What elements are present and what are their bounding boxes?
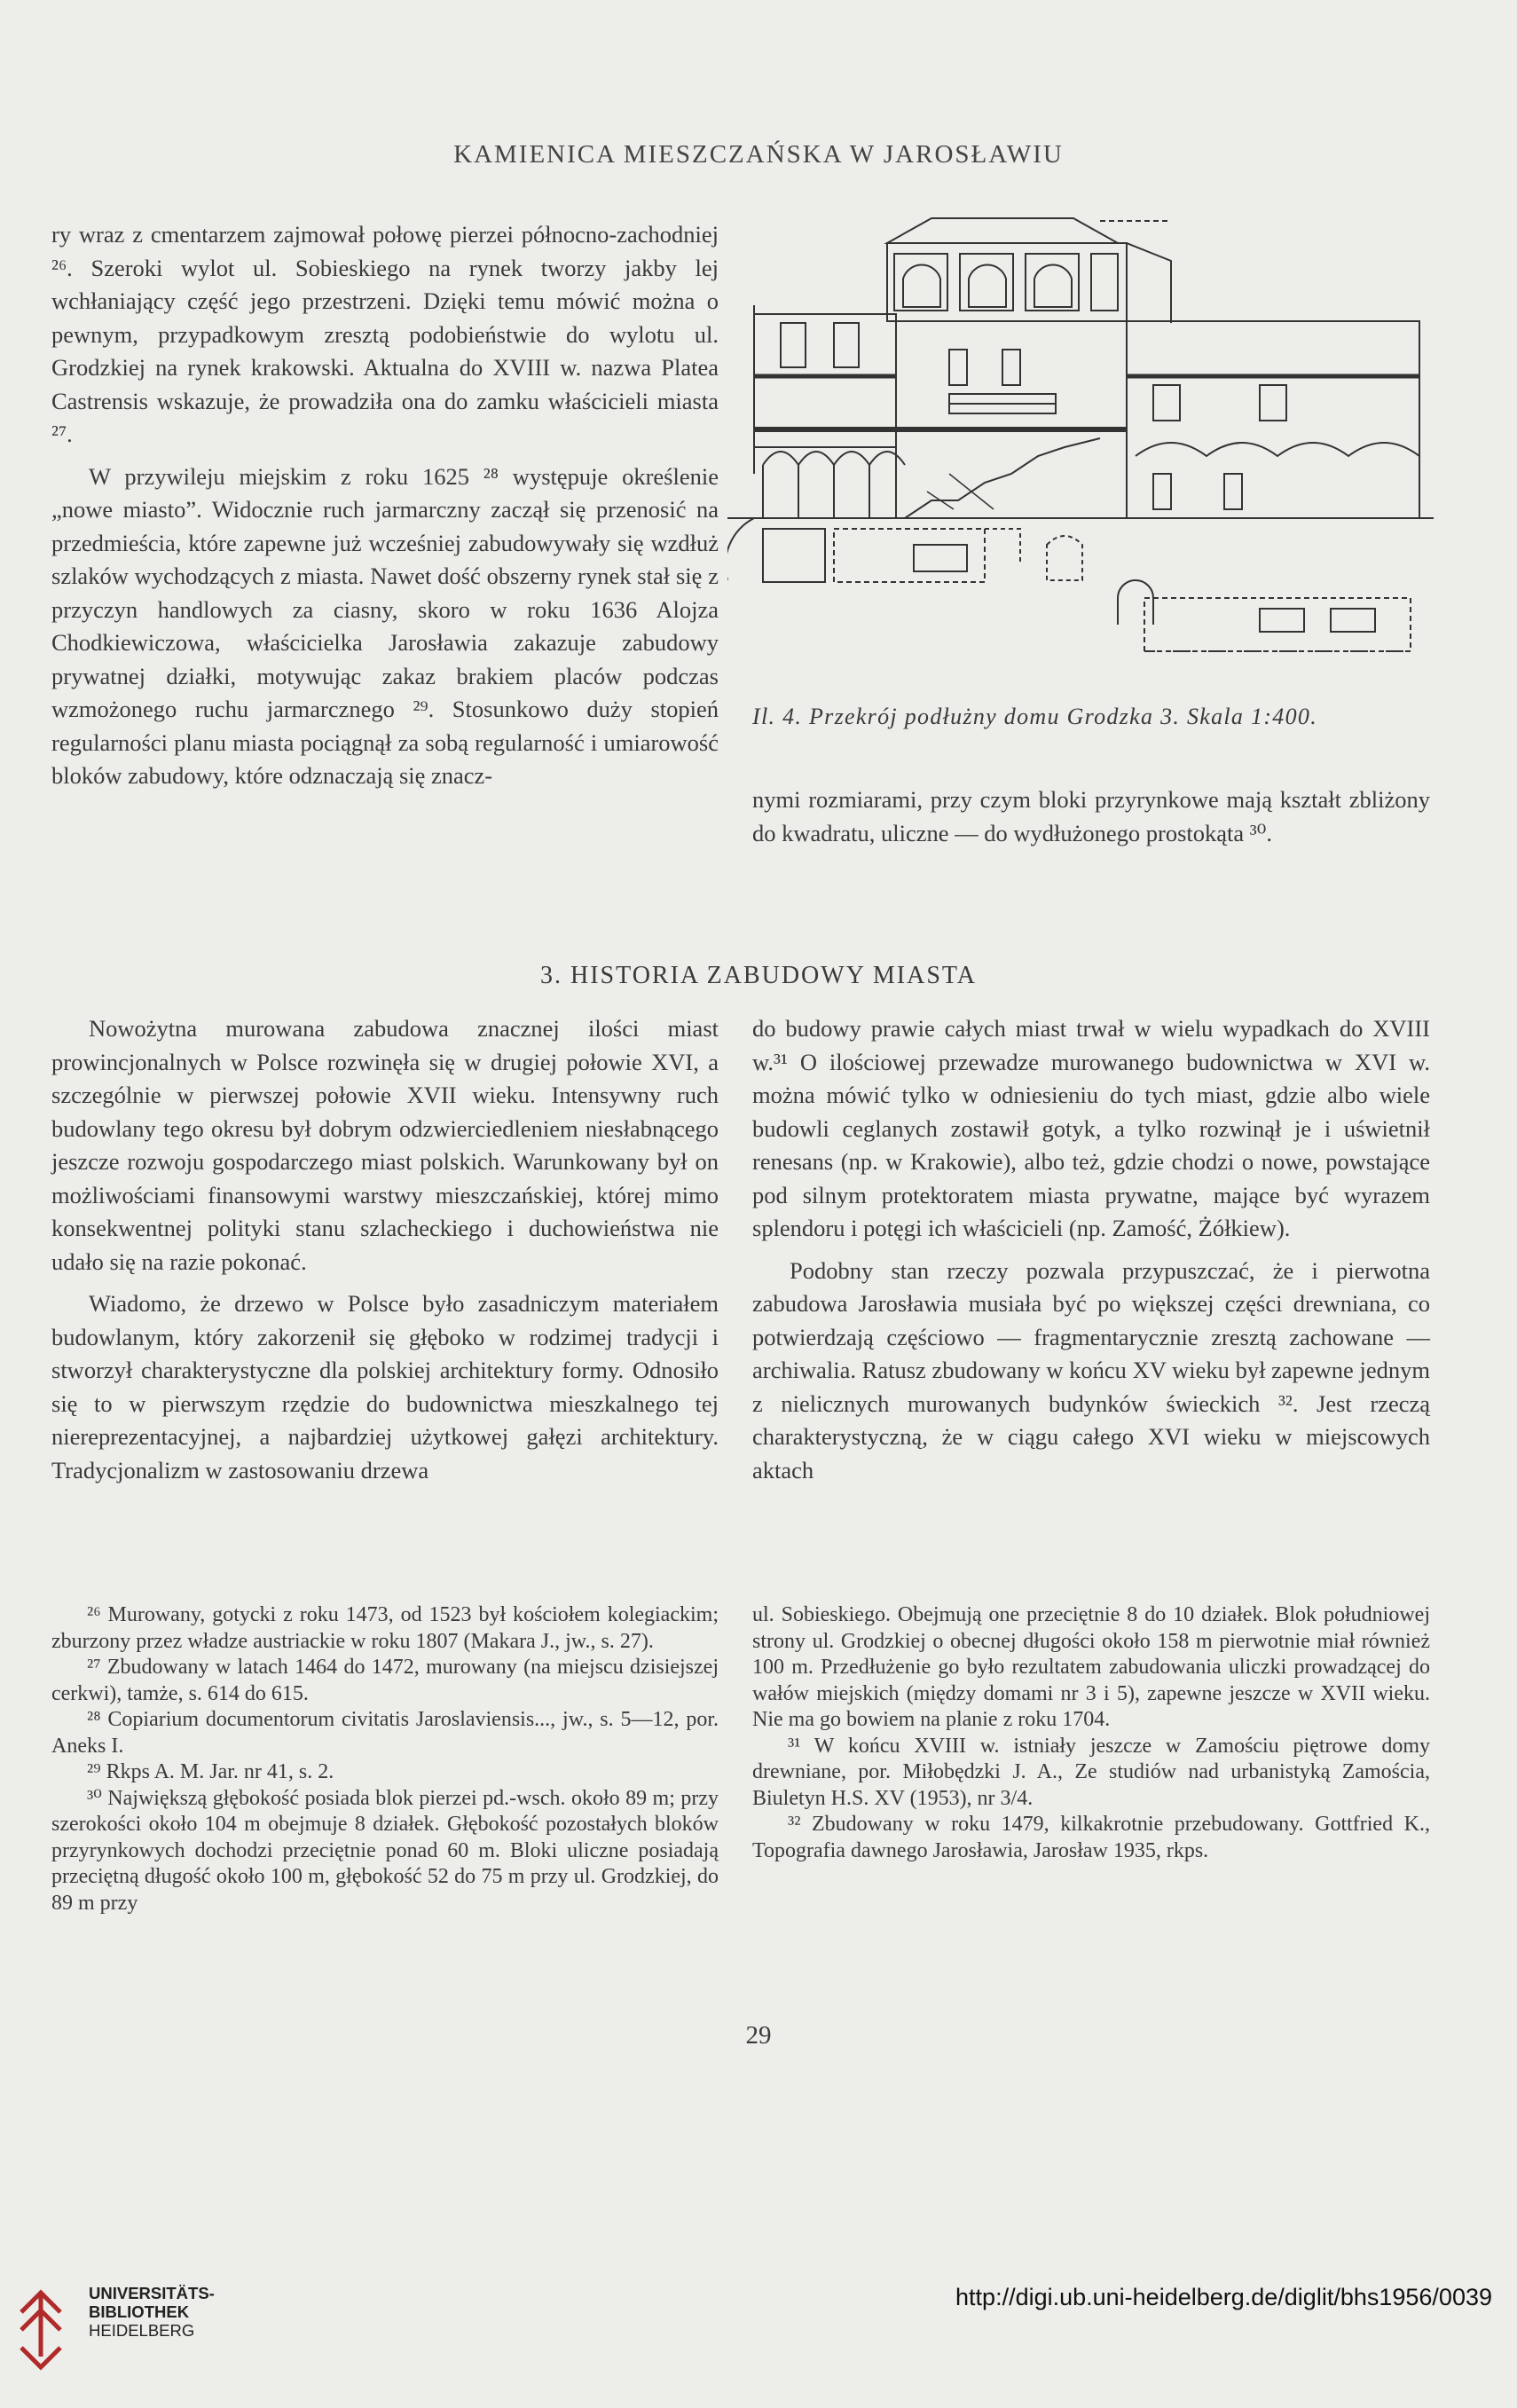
footer-bar [0, 2243, 1517, 2408]
library-line: HEIDELBERG [89, 2321, 195, 2340]
ub-heidelberg-logo-icon [14, 2268, 76, 2383]
library-line: BIBLIOTHEK [89, 2302, 190, 2321]
page-number: 29 [745, 2021, 772, 2050]
top-right-column [752, 783, 1430, 850]
footnote: ²⁷ Zbudowany w latach 1464 do 1472, murowany (na miejscu dzisiejszej cerkwi), tamże, s. 614 do 615. [51, 1656, 719, 1705]
footnote: ²⁹ Rkps A. M. Jar. nr 41, s. 2. [87, 1760, 334, 1783]
library-line: UNIVERSITÄTS- [89, 2284, 215, 2302]
paragraph: ry wraz z cmentarzem zajmował połowę pierzei północno-zachodniej ²⁶. Szeroki wylot ul. Sobieskiego na rynek tworzy jakby lej wchłaniający część jego przestrzeni. Dzięki temu mówić można o pewnym, przypadkowym zresztą podobieństwie do wylotu ul. Grodzkiej na rynek krakowski. Aktualna do XVIII w. nazwa Platea Castrensis wskazuje, że prowadziła ona do zamku właścicieli miasta ²⁷. [51, 221, 719, 447]
footnotes-left [51, 1602, 719, 1916]
paragraph: do budowy prawie całych miast trwał w wielu wypadkach do XVIII w.³¹ O ilościowej przewadze murowanego budownictwa w XVI w. można mówić tylko w odniesieniu do tych miast, gdzie albo wiele budowli ceglanych zostawił gotyk, a tylko rozwinął je i uświetnił renesans (np. w Krakowie), albo też, gdzie chodzi o nowe, powstające pod silnym protektoratem miasta prywatne, mające być wyrazem splendoru i potęgi ich właścicieli (np. Zamość, Żółkiew). [752, 1015, 1430, 1241]
library-name [89, 2284, 215, 2340]
paragraph: Wiadomo, że drzewo w Polsce było zasadniczym materiałem budowlanym, który zakorzenił się głęboko w rodzimej tradycji i stworzył charakterystyczne dla polskiej architektury formy. Odnosiło się to w pierwszym rzędzie do budownictwa mieszkalnego tej niereprezentacyjnej, a najbardziej użytkowej gałęzi architektury. Tradycjonalizm w zastosowaniu drzewa [51, 1290, 719, 1483]
source-url-link[interactable]: http://digi.ub.uni-heidelberg.de/diglit/bhs1956/0039 [955, 2284, 1492, 2310]
paragraph: W przywileju miejskim z roku 1625 ²⁸ występuje określenie „nowe miasto”. Widocznie ruch jarmarczny zaczął się przenosić na przedmieścia, które zapewne już wcześniej zabudowywały się wzdłuż szlaków wychodzących z miasta. Nawet dość obszerny rynek stał się z przyczyn handlowych za ciasny, skoro w roku 1636 Alojza Chodkiewiczowa, właścicielka Jarosławia zakazuje zabudowy prywatnej działki, motywując zakaz brakiem placów podczas wzmożonego ruchu jarmarcznego ²⁹. Stosunkowo duży stopień regularności planu miasta pociągnął za sobą regularność i umiarowość bloków zabudowy, które odznaczają się znacz- [51, 462, 719, 789]
footnote: ³¹ W końcu XVIII w. istniały jeszcze w Zamościu piętrowe domy drewniane, por. Miłobędzki J. A., Ze studiów nad urbanistyką Zamościa, Biuletyn H.S. XV (1953), nr 3/4. [752, 1734, 1430, 1810]
section-title: 3. HISTORIA ZABUDOWY MIASTA [540, 962, 977, 989]
right-column [752, 1012, 1430, 1487]
paragraph: Podobny stan rzeczy pozwala przypuszczać, że i pierwotna zabudowa Jarosławia musiała być po większej części drewniana, co potwierdzają częściowo — fragmentarycznie zresztą zachowane — archiwalia. Ratusz zbudowany w końcu XV wieku był zapewne jednym z nielicznych murowanych budynków świeckich ³². Jest rzeczą charakterystyczną, że w ciągu całego XVI wieku w miejscowych aktach [752, 1256, 1430, 1483]
footnote: ²⁸ Copiarium documentorum civitatis Jaroslaviensis..., jw., s. 5—12, por. Aneks I. [51, 1708, 719, 1758]
footnote: ³² Zbudowany w roku 1479, kilkakrotnie przebudowany. Gottfried K., Topografia dawnego Jarosławia, Jarosław 1935, rkps. [752, 1813, 1430, 1862]
footnote: ul. Sobieskiego. Obejmują one przeciętnie 8 do 10 działek. Blok południowej strony ul. Grodzkiej o obecnej długości około 158 m pierwotnie miał również 100 m. Przedłużenie go było rezultatem zabudowania uliczki prowadzącej do wałów miejskich (między domami nr 3 i 5), zapewne jeszcze w XVII wieku. Nie ma go bowiem na planie z roku 1704. [752, 1603, 1430, 1731]
footnotes-right [752, 1602, 1430, 1864]
top-left-column [51, 218, 719, 793]
house-cross-section-figure [727, 208, 1434, 690]
paragraph: nymi rozmiarami, przy czym bloki przyrynkowe mają kształt zbliżony do kwadratu, uliczne — do wydłużonego prostokąta ³⁰. [752, 786, 1430, 846]
figure-caption: Il. 4. Przekrój podłużny domu Grodzka 3. Skala 1:400. [752, 704, 1317, 729]
footnote: ²⁶ Murowany, gotycki z roku 1473, od 1523 był kościołem kolegiackim; zburzony przez władze austriackie w roku 1807 (Makara J., jw., s. 27). [51, 1603, 719, 1653]
footnote: ³⁰ Największą głębokość posiada blok pierzei pd.-wsch. około 89 m; przy szerokości około 104 m obejmuje 8 działek. Głębokość pozostałych bloków przyrynkowych dochodzi przeciętnie ponad 60 m. Bloki uliczne posiadają przeciętną długość około 100 m, głębokość 52 do 75 m przy ul. Grodzkiej, do 89 m przy [51, 1786, 719, 1915]
left-column [51, 1012, 719, 1487]
paragraph: Nowożytna murowana zabudowa znacznej ilości miast prowincjonalnych w Polsce rozwinęła się w drugiej połowie XVI, a szczególnie w pierwszej połowie XVII wieku. Intensywny ruch budowlany tego okresu był dobrym odzwierciedleniem niesłabnącego jeszcze rozwoju gospodarczego miast polskich. Warunkowany był on możliwościami finansowymi warstwy mieszczańskiej, której mimo konsekwentnej polityki stanu szlacheckiego i duchowieństwa nie udało się na razie pokonać. [51, 1015, 719, 1275]
running-head: KAMIENICA MIESZCZAŃSKA W JAROSŁAWIU [453, 140, 1064, 169]
